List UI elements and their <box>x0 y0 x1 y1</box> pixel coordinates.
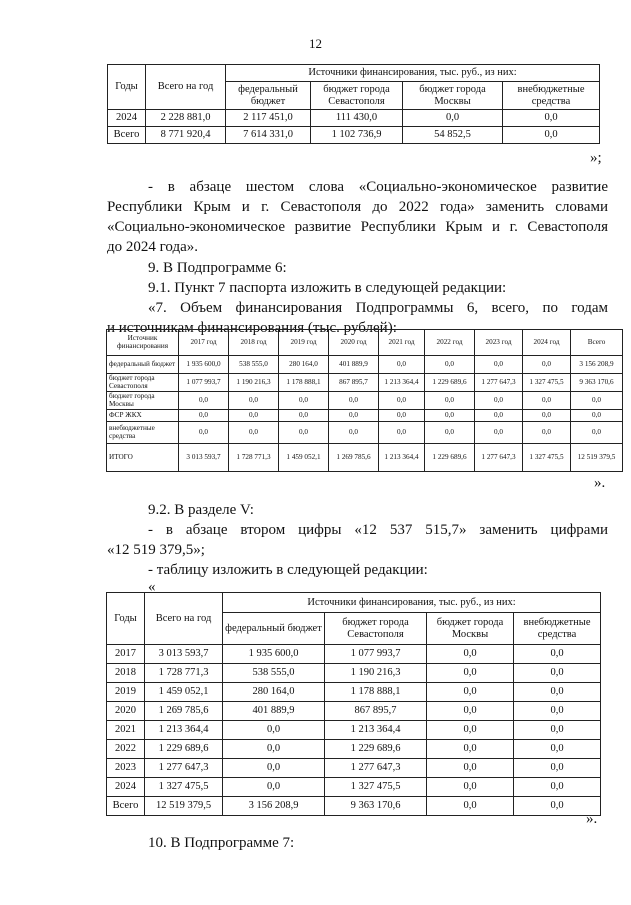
table-row <box>107 374 623 392</box>
table-row <box>107 721 601 740</box>
table2-body <box>107 356 623 472</box>
col-header-moscow: бюджет города Москвы <box>403 82 503 110</box>
value-cell: 0,0 <box>179 392 229 410</box>
value-cell: 0,0 <box>229 422 279 444</box>
paragraph-line: и источникам финансирования (тыс. рублей): <box>107 320 397 336</box>
value-cell: 1 190 216,3 <box>325 664 427 683</box>
value-cell: 280 164,0 <box>279 356 329 374</box>
value-cell: 12 519 379,5 <box>145 797 223 816</box>
value-cell: 0,0 <box>427 721 514 740</box>
col-header-sevastopol: бюджет города Севастополя <box>311 82 403 110</box>
value-cell: 1 935 600,0 <box>223 645 325 664</box>
table-row <box>107 778 601 797</box>
value-cell: 3 013 593,7 <box>179 444 229 472</box>
value-cell: 1 327 475,5 <box>145 778 223 797</box>
row-label-cell: бюджет города Москвы <box>107 392 179 410</box>
value-cell: 0,0 <box>279 410 329 422</box>
value-cell: 0,0 <box>379 410 425 422</box>
value-cell: 2 117 451,0 <box>226 110 311 127</box>
value-cell: 0,0 <box>514 759 601 778</box>
value-cell: 1 077 993,7 <box>325 645 427 664</box>
paragraph-line: - в абзаце втором цифры «12 537 515,7» заменить цифрами <box>148 522 608 538</box>
row-label-cell: 2020 <box>107 702 145 721</box>
value-cell: 0,0 <box>514 797 601 816</box>
value-cell: 867 895,7 <box>329 374 379 392</box>
value-cell: 0,0 <box>179 422 229 444</box>
paragraph-line: - в абзаце шестом слова «Социально-экономическое развитие <box>148 179 608 195</box>
col-header-year: 2017 год <box>179 330 229 356</box>
paragraph-line: «Социально-экономическое развитие Республики Крым и г. Севастополя <box>107 219 608 235</box>
col-header-total: Всего на год <box>145 593 223 645</box>
col-header-extrabudget: внебюджетные средства <box>514 613 601 645</box>
value-cell: 0,0 <box>571 410 623 422</box>
value-cell: 1 178 888,1 <box>279 374 329 392</box>
value-cell: 538 555,0 <box>223 664 325 683</box>
row-label-cell: 2023 <box>107 759 145 778</box>
value-cell: 0,0 <box>475 410 523 422</box>
table-row <box>108 110 600 127</box>
value-cell: 0,0 <box>523 410 571 422</box>
value-cell: 867 895,7 <box>325 702 427 721</box>
value-cell: 1 277 647,3 <box>325 759 427 778</box>
value-cell: 7 614 331,0 <box>226 127 311 144</box>
section-heading: 9.2. В разделе V: <box>148 502 254 518</box>
value-cell: 1 935 600,0 <box>179 356 229 374</box>
page-number: 12 <box>309 36 322 51</box>
value-cell: 0,0 <box>223 759 325 778</box>
value-cell: 1 229 689,6 <box>325 740 427 759</box>
value-cell: 0,0 <box>425 422 475 444</box>
table-subprogram-6-funding <box>106 329 623 472</box>
col-header-total: Всего <box>571 330 623 356</box>
row-label-cell: 2022 <box>107 740 145 759</box>
value-cell: 0,0 <box>514 740 601 759</box>
col-header-moscow: бюджет города Москвы <box>427 613 514 645</box>
value-cell: 0,0 <box>425 410 475 422</box>
value-cell: 1 077 993,7 <box>179 374 229 392</box>
row-label-cell: Всего <box>107 797 145 816</box>
value-cell: 0,0 <box>523 392 571 410</box>
value-cell: 0,0 <box>223 721 325 740</box>
table-row <box>107 410 623 422</box>
value-cell: 0,0 <box>223 778 325 797</box>
value-cell: 0,0 <box>503 110 600 127</box>
value-cell: 1 213 364,4 <box>379 374 425 392</box>
table-row <box>107 392 623 410</box>
row-label-cell: внебюджетные средства <box>107 422 179 444</box>
table-row <box>107 645 601 664</box>
value-cell: 0,0 <box>427 797 514 816</box>
value-cell: 0,0 <box>475 356 523 374</box>
value-cell: 0,0 <box>571 392 623 410</box>
table-row <box>107 422 623 444</box>
value-cell: 1 213 364,4 <box>379 444 425 472</box>
value-cell: 0,0 <box>514 702 601 721</box>
value-cell: 0,0 <box>427 759 514 778</box>
row-label-cell: 2018 <box>107 664 145 683</box>
table3-body <box>107 645 601 816</box>
value-cell: 0,0 <box>379 422 425 444</box>
value-cell: 0,0 <box>523 422 571 444</box>
value-cell: 1 327 475,5 <box>523 374 571 392</box>
section-heading: 9. В Подпрограмме 6: <box>148 260 287 276</box>
value-cell: 1 190 216,3 <box>229 374 279 392</box>
value-cell: 0,0 <box>229 410 279 422</box>
value-cell: 1 229 689,6 <box>425 374 475 392</box>
table-row <box>107 740 601 759</box>
col-header-years: Годы <box>107 593 145 645</box>
col-header-federal: федеральный бюджет <box>223 613 325 645</box>
row-label-cell: Всего <box>108 127 146 144</box>
value-cell: 0,0 <box>427 664 514 683</box>
value-cell: 3 156 208,9 <box>223 797 325 816</box>
value-cell: 0,0 <box>514 683 601 702</box>
col-header-year: 2019 год <box>279 330 329 356</box>
value-cell: 0,0 <box>427 683 514 702</box>
col-header-year: 2022 год <box>425 330 475 356</box>
col-header-sources: Источники финансирования, тыс. руб., из них: <box>226 65 600 82</box>
value-cell: 9 363 170,6 <box>571 374 623 392</box>
value-cell: 0,0 <box>571 422 623 444</box>
value-cell: 0,0 <box>427 645 514 664</box>
value-cell: 1 327 475,5 <box>325 778 427 797</box>
value-cell: 1 229 689,6 <box>425 444 475 472</box>
value-cell: 0,0 <box>503 127 600 144</box>
paragraph-line: Республики Крым и г. Севастополя до 2022 года» заменить словами <box>107 199 608 215</box>
col-header-total: Всего на год <box>146 65 226 110</box>
table-row <box>107 683 601 702</box>
table-row <box>107 664 601 683</box>
col-header-sevastopol: бюджет города Севастополя <box>325 613 427 645</box>
value-cell: 0,0 <box>475 422 523 444</box>
table-financing-summary <box>107 64 600 144</box>
row-label-cell: бюджет города Севастополя <box>107 374 179 392</box>
value-cell: 1 277 647,3 <box>475 444 523 472</box>
opening-quote: « <box>148 579 156 595</box>
value-cell: 0,0 <box>425 392 475 410</box>
paragraph-line: - таблицу изложить в следующей редакции: <box>148 562 428 578</box>
value-cell: 280 164,0 <box>223 683 325 702</box>
value-cell: 0,0 <box>523 356 571 374</box>
value-cell: 0,0 <box>403 110 503 127</box>
col-header-year: 2021 год <box>379 330 425 356</box>
row-label-cell: 2017 <box>107 645 145 664</box>
table-row <box>107 759 601 778</box>
closing-quote: ». <box>586 811 598 827</box>
paragraph-line: «12 519 379,5»; <box>107 542 205 558</box>
value-cell: 401 889,9 <box>329 356 379 374</box>
value-cell: 0,0 <box>425 356 475 374</box>
value-cell: 0,0 <box>514 664 601 683</box>
row-label-cell: федеральный бюджет <box>107 356 179 374</box>
closing-quote: »; <box>590 150 602 166</box>
value-cell: 1 229 689,6 <box>145 740 223 759</box>
value-cell: 3 156 208,9 <box>571 356 623 374</box>
value-cell: 0,0 <box>279 392 329 410</box>
table1-body <box>108 110 600 144</box>
value-cell: 54 852,5 <box>403 127 503 144</box>
col-header-sources: Источники финансирования, тыс. руб., из них: <box>223 593 601 613</box>
col-header-year: 2018 год <box>229 330 279 356</box>
value-cell: 1 269 785,6 <box>145 702 223 721</box>
col-header-years: Годы <box>108 65 146 110</box>
value-cell: 1 728 771,3 <box>145 664 223 683</box>
value-cell: 0,0 <box>427 740 514 759</box>
value-cell: 1 102 736,9 <box>311 127 403 144</box>
value-cell: 1 728 771,3 <box>229 444 279 472</box>
value-cell: 9 363 170,6 <box>325 797 427 816</box>
paragraph-line: до 2024 года». <box>107 239 199 255</box>
row-label-cell: 2024 <box>108 110 146 127</box>
value-cell: 0,0 <box>229 392 279 410</box>
value-cell: 8 771 920,4 <box>146 127 226 144</box>
value-cell: 538 555,0 <box>229 356 279 374</box>
value-cell: 2 228 881,0 <box>146 110 226 127</box>
section-heading: 10. В Подпрограмме 7: <box>148 835 295 851</box>
value-cell: 3 013 593,7 <box>145 645 223 664</box>
row-label-cell: 2021 <box>107 721 145 740</box>
row-label-cell: 2024 <box>107 778 145 797</box>
row-label-cell: 2019 <box>107 683 145 702</box>
value-cell: 0,0 <box>223 740 325 759</box>
value-cell: 1 277 647,3 <box>475 374 523 392</box>
table-row <box>107 797 601 816</box>
col-header-year: 2020 год <box>329 330 379 356</box>
value-cell: 1 459 052,1 <box>279 444 329 472</box>
value-cell: 1 459 052,1 <box>145 683 223 702</box>
value-cell: 0,0 <box>379 356 425 374</box>
value-cell: 1 269 785,6 <box>329 444 379 472</box>
table-row <box>108 127 600 144</box>
value-cell: 0,0 <box>427 702 514 721</box>
col-header-source: Источник финансирования <box>107 330 179 356</box>
table-row <box>107 444 623 472</box>
value-cell: 0,0 <box>514 778 601 797</box>
value-cell: 12 519 379,5 <box>571 444 623 472</box>
closing-quote: ». <box>594 475 606 491</box>
value-cell: 0,0 <box>379 392 425 410</box>
value-cell: 0,0 <box>514 645 601 664</box>
value-cell: 0,0 <box>514 721 601 740</box>
col-header-year: 2023 год <box>475 330 523 356</box>
value-cell: 401 889,9 <box>223 702 325 721</box>
value-cell: 1 178 888,1 <box>325 683 427 702</box>
value-cell: 1 213 364,4 <box>325 721 427 740</box>
value-cell: 0,0 <box>427 778 514 797</box>
value-cell: 0,0 <box>179 410 229 422</box>
value-cell: 0,0 <box>475 392 523 410</box>
value-cell: 1 213 364,4 <box>145 721 223 740</box>
value-cell: 0,0 <box>279 422 329 444</box>
value-cell: 1 327 475,5 <box>523 444 571 472</box>
col-header-year: 2024 год <box>523 330 571 356</box>
paragraph-line: 9.1. Пункт 7 паспорта изложить в следующей редакции: <box>148 280 507 296</box>
row-label-cell: ИТОГО <box>107 444 179 472</box>
value-cell: 111 430,0 <box>311 110 403 127</box>
col-header-extrabudget: внебюджетные средства <box>503 82 600 110</box>
col-header-federal: федеральный бюджет <box>226 82 311 110</box>
value-cell: 0,0 <box>329 410 379 422</box>
value-cell: 0,0 <box>329 392 379 410</box>
table-row <box>107 702 601 721</box>
value-cell: 1 277 647,3 <box>145 759 223 778</box>
table-section-v-funding <box>106 592 601 816</box>
row-label-cell: ФСР ЖКХ <box>107 410 179 422</box>
value-cell: 0,0 <box>329 422 379 444</box>
table-row <box>107 356 623 374</box>
paragraph-line: «7. Объем финансирования Подпрограммы 6, всего, по годам <box>148 300 608 316</box>
